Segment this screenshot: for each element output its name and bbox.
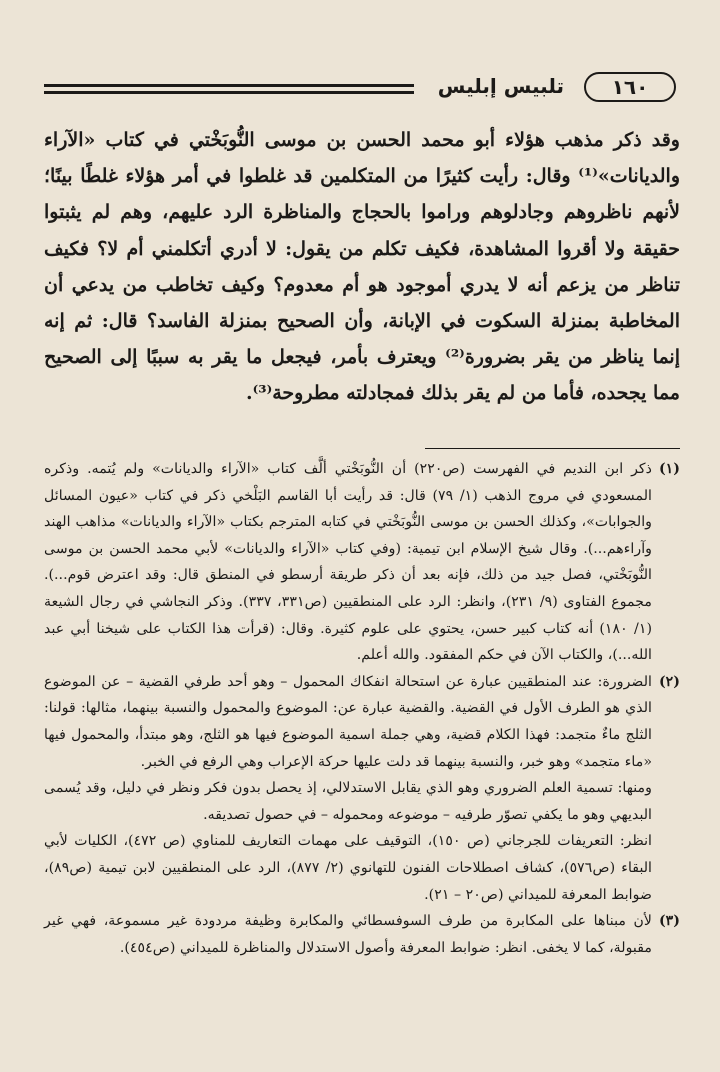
footnote-2 (44, 669, 680, 908)
footnote-text: ذكر ابن النديم في الفهرست (ص٢٢٠) أن النُّوبَخْتي ألَّف كتاب «الآراء والديانات» ولم يُتمه. وذكره المسعودي في مروج الذهب (١/ ٧٩) قال: قد رأيت أبا القاسم البَلْخي ذكر في كتاب «عيون المسائل والجوابات»، وكذلك الحسن بن موسى النُّوبَخْتي في كتابه المترجم بكتاب «الآراء والديانات» مذاهب الهند وآراءهم...). وقال شيخ الإسلام ابن تيمية: (وفي كتاب «الآراء والديانات» لأبي محمد الحسن بن موسى النُّوبَخْتي، فصل جيد من ذلك، فإنه بعد أن ذكر طريقة أرسطو في المنطق قال: وقد اعترض قوم...). مجموع الفتاوى (٩/ ٢٣١)، وانظر: الرد على المنطقيين (ص٣٣١، ٣٣٧). وذكر النجاشي في رجال الشيعة (١/ ١٨٠) أنه كتاب كبير حسن، يحتوي على علوم كثيرة. وقال: (قرأت هذا الكتاب على شيخنا أبي عبد الله...)، والكتاب الآن في حكم المفقود. والله أعلم. (44, 461, 653, 664)
page-header (44, 72, 676, 106)
footnotes (44, 456, 680, 961)
running-title: تلبيس إبليس (437, 74, 564, 98)
footnote-text: الضرورة: عند المنطقيين عبارة عن استحالة انفكاك المحمول – وهو أحد طرفي القضية – عن الموضوع الذي هو الطرف الأول في القضية. والقضية عبارة عن: الموضوع والمحمول والنسبة بينهما، مثالها: قولنا: الثلج ماءٌ متجمد: فهذا الكلام قضية، وهي جملة اسمية الموضوع فيها هو الثلج، وهو مبتدأ، والمحمول فيها «ماء متجمد» وهو خبر، والنسبة بينهما قد دلت عليها حركة الإعراب وهي الرفع في الخبر. (44, 673, 652, 770)
footnote-text: ومنها: تسمية العلم الضروري وهو الذي يقابل الاستدلالي، إذ يحصل بدون فكر ونظر في دليل، وقد يُسمى البديهي وهو ما يكفي تصوّر طرفيه – موضوعه ومحموله – في حصول تصديقه. (44, 780, 652, 823)
main-paragraph: وقد ذكر مذهب هؤلاء أبو محمد الحسن بن موسى النُّوبَخْتي في كتاب «الآراء والديانات»⁽¹⁾ وقال: رأيت كثيرًا من المتكلمين قد غلطوا في أمر هؤلاء غلطًا بينًا؛ لأنهم ناظروهم وجادلوهم وراموا بالحجاج والمناظرة الرد عليهم، وهم لم يثبتوا حقيقة ولا أقروا المشاهدة، فكيف تكلم من يقول: لا أدري أتكلمني أم لا؟ فكيف تناظر من يزعم أنه لا يدري أموجود هو أم معدوم؟ وكيف تخاطب من يدعي أن المخاطبة بمنزلة السكوت في الإبانة، وأن الصحيح بمنزلة الفاسد؟ قال: ثم إنه إنما يناظر من يقر بضرورة⁽²⁾ ويعترف بأمر، فيجعل ما يقر به سببًا إلى الصحيح مما يجحده، فأما من لم يقر بذلك فمجادلته مطروحة⁽³⁾. (44, 129, 680, 405)
footnote-number: (٢) (658, 673, 680, 690)
footnote-text: انظر: التعريفات للجرجاني (ص ١٥٠)، التوقيف على مهمات التعاريف للمناوي (ص ٤٧٢)، الكليات لأبي البقاء (ص٥٧٦)، كشاف اصطلاحات الفنون للتهانوي (٢/ ٨٧٧)، الرد على المنطقيين لابن تيمية (ص٨٩)، ضوابط المعرفة للميداني (ص٢٠ – ٢١). (44, 833, 653, 903)
footnote-number: (٣) (658, 913, 680, 930)
page-number-badge (584, 72, 676, 102)
page-number: ١٦٠ (611, 75, 649, 99)
main-text (44, 122, 680, 412)
footnote-3 (44, 908, 680, 961)
header-rule-top (44, 84, 414, 87)
footnote-separator (425, 448, 680, 449)
footnote-number: (١) (658, 461, 680, 477)
footnote-text: لأن مبناها على المكابرة من طرف السوفسطائي والمكابرة وظيفة مردودة غير مسموعة، فهي غير مقبولة، كما لا يخفى. انظر: ضوابط المعرفة وأصول الاستدلال والمناظرة للميداني (ص٤٥٤). (44, 913, 652, 956)
footnote-1 (44, 456, 680, 669)
header-rule-bottom (44, 91, 414, 94)
